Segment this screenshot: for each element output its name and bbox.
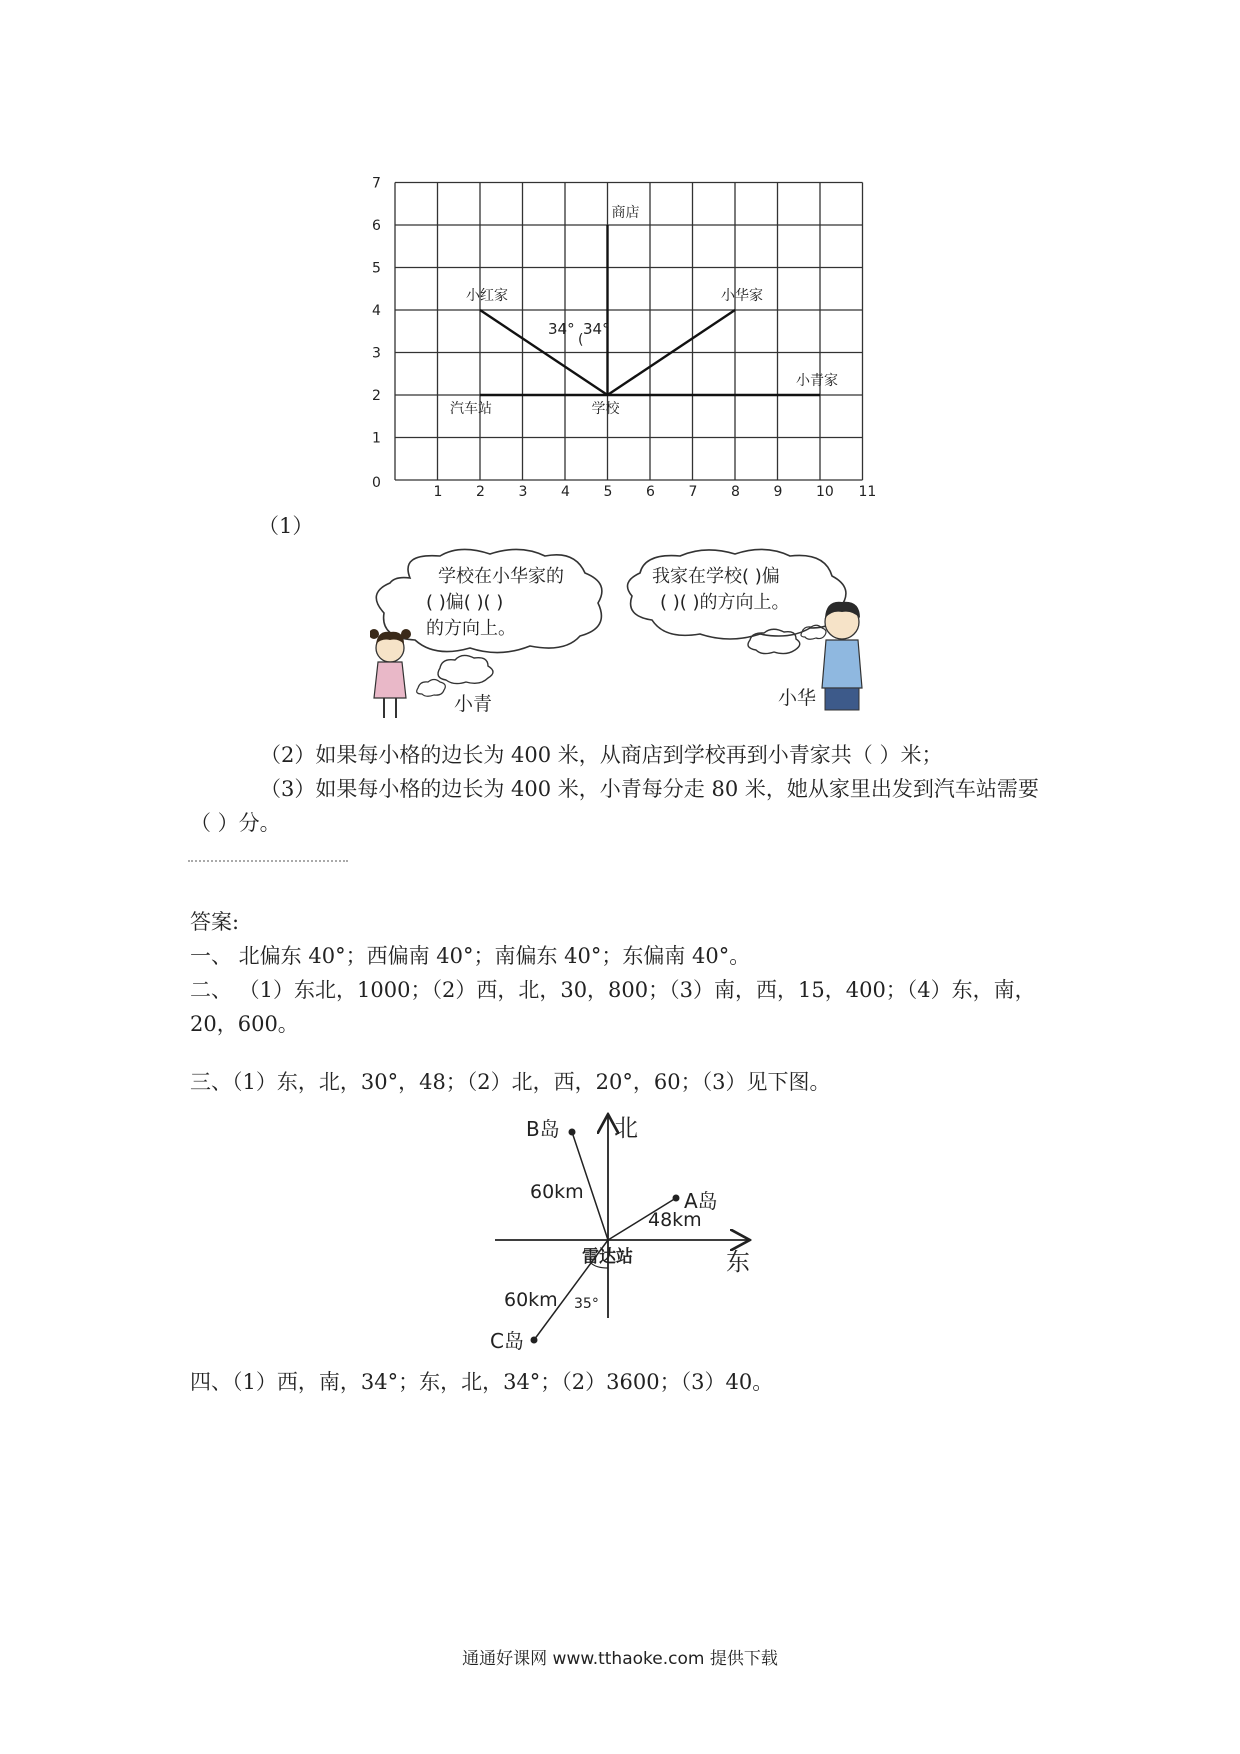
x-tick-label: 8 [731, 484, 740, 500]
y-tick-label: 1 [372, 430, 381, 447]
question-3-line2: （ ）分。 [190, 811, 281, 835]
y-tick-label: 7 [372, 175, 381, 192]
b-island-label: B岛 [526, 1117, 560, 1141]
c-island-label: C岛 [490, 1329, 524, 1350]
y-tick-label: 6 [372, 218, 381, 234]
place-label: 商店 [611, 205, 640, 221]
north-label: 北 [614, 1114, 638, 1142]
radar-station-label: 雷达站 [582, 1247, 633, 1267]
east-label: 东 [726, 1248, 750, 1276]
distance-b-label: 60km [530, 1181, 584, 1203]
thought-cloud-left-small [417, 680, 446, 697]
answer-2-line2: 20，600。 [190, 1012, 299, 1036]
distance-a-label: 48km [648, 1209, 702, 1231]
x-tick-label: 5 [603, 484, 613, 500]
x-tick-label: 11 [858, 484, 877, 500]
point-b-island [569, 1129, 576, 1136]
place-label: 学校 [591, 401, 620, 417]
name-xiaoqing: 小青 [454, 693, 493, 715]
radar-compass-figure [490, 1110, 770, 1350]
grid-tick-labels [372, 176, 876, 501]
angle-left-label: 34° [548, 320, 575, 338]
thought-cloud-left-large [438, 655, 493, 683]
answers-heading: 答案: [190, 910, 240, 934]
place-label: 小青家 [796, 373, 838, 389]
place-labels [450, 205, 838, 417]
y-tick-label: 3 [372, 345, 381, 362]
x-tick-label: 7 [688, 484, 698, 500]
thought-cloud-right-large [748, 629, 800, 653]
angle-c-label: 35° [574, 1296, 599, 1312]
place-label: 小红家 [466, 288, 508, 304]
name-xiaohua: 小华 [778, 687, 817, 709]
x-tick-label: 6 [646, 484, 655, 500]
x-tick-label: 10 [816, 484, 834, 500]
place-label: 汽车站 [450, 401, 492, 417]
x-tick-label: 9 [773, 484, 783, 500]
bubble-left-line2: ( )偏( )( ) [426, 592, 504, 613]
answer-2-line1: 二、 （1）东北，1000；（2）西，北，30，800；（3）南，西，15，400；（4）东，南， [190, 978, 1036, 1002]
question-2: （2）如果每小格的边长为 400 米，从商店到学校再到小青家共（ ）米； [260, 743, 943, 767]
dotted-separator [188, 860, 348, 862]
y-tick-label: 0 [372, 475, 381, 491]
x-tick-label: 2 [476, 484, 485, 500]
y-tick-label: 2 [372, 388, 381, 404]
bubble-right-line2: ( )( )的方向上。 [660, 592, 790, 613]
x-tick-label: 4 [561, 484, 570, 500]
girl-figure-icon [370, 629, 411, 718]
question-3-line1: （3）如果每小格的边长为 400 米，小青每分走 80 米，她从家里出发到汽车站需要 [260, 777, 1039, 801]
a-island-label: A岛 [684, 1189, 718, 1213]
answer-3: 三、（1）东，北，30°，48；（2）北，西，20°，60；（3）见下图。 [190, 1070, 831, 1094]
point-c-island [531, 1337, 538, 1344]
bubble-right-line1: 我家在学校( )偏 [652, 566, 780, 587]
distance-c-label: 60km [504, 1289, 558, 1311]
page-footer: 通通好课网 www.tthaoke.com 提供下载 [462, 1649, 778, 1669]
y-tick-label: 5 [372, 260, 381, 277]
angle-mid-mark: ( [578, 332, 584, 348]
boy-figure-icon [822, 602, 862, 710]
question-1-label: （1） [258, 514, 314, 538]
answer-4: 四、（1）西，南，34°；东，北，34°；（2）3600；（3）40。 [190, 1370, 774, 1394]
bubble-left-line3: 的方向上。 [426, 618, 516, 639]
place-label: 小华家 [721, 288, 763, 304]
y-tick-label: 4 [372, 303, 381, 319]
x-tick-label: 3 [518, 484, 528, 500]
cartoon-figure [370, 548, 880, 728]
x-tick-label: 1 [433, 484, 443, 500]
bubble-left-line1: 学校在小华家的 [438, 566, 564, 587]
coordinate-grid-figure [360, 150, 880, 500]
answer-1: 一、 北偏东 40°；西偏南 40°；南偏东 40°；东偏南 40°。 [190, 944, 751, 968]
angle-right-label: 34° [583, 320, 610, 338]
grid-lines [395, 183, 863, 481]
point-a-island [673, 1195, 680, 1202]
